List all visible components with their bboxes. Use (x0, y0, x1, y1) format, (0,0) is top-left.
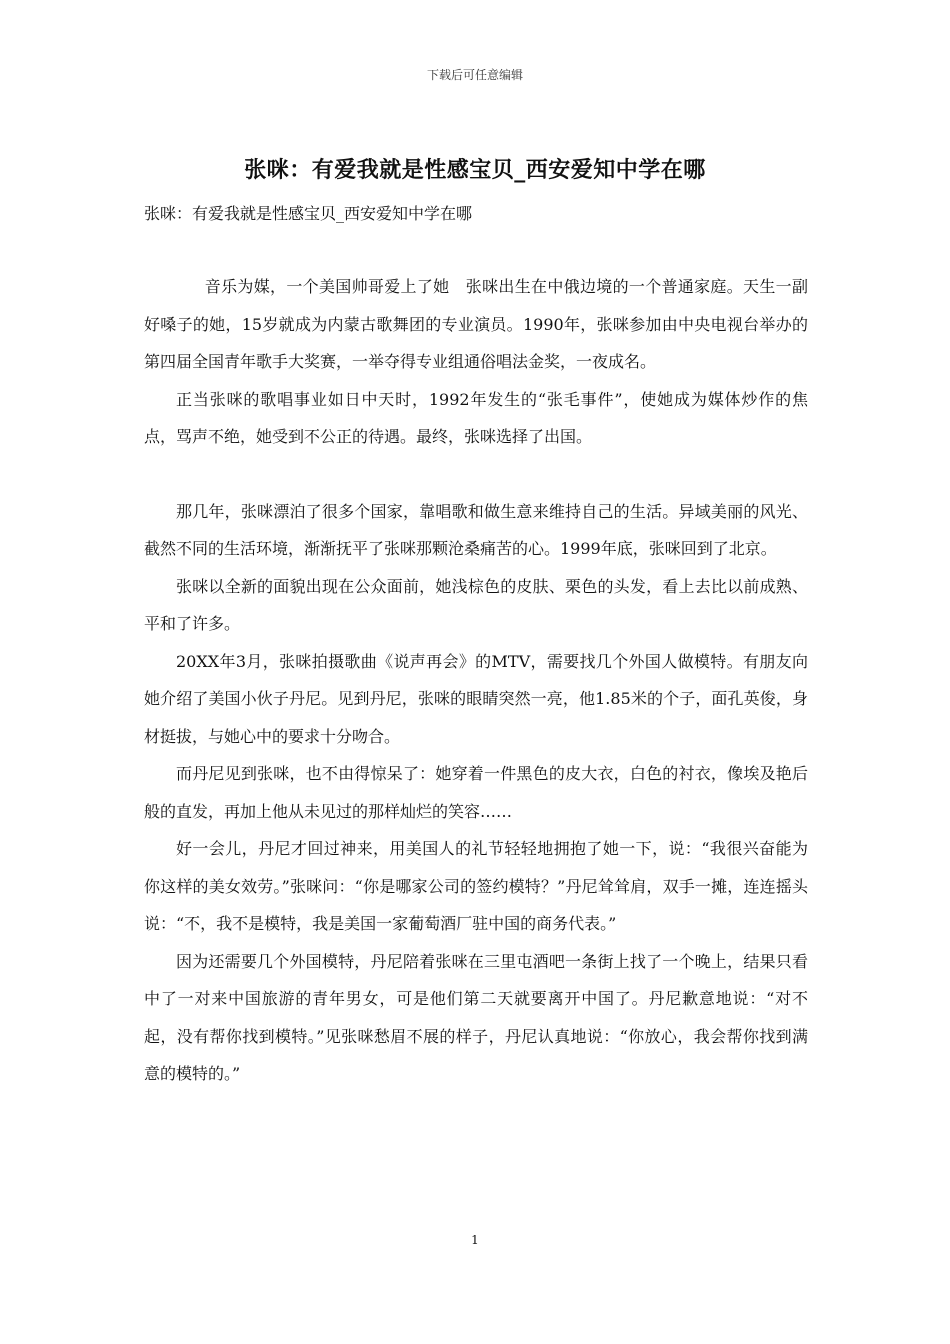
document-title: 张咪：有爱我就是性感宝贝_西安爱知中学在哪 (244, 157, 706, 183)
paragraph: 因为还需要几个外国模特，丹尼陪着张咪在三里屯酒吧一条街上找了一个晚上，结果只看中了一对来中国旅游的青年男女，可是他们第二天就要离开中国了。丹尼歉意地说：“对不起，没有帮你找到模特。”见张咪愁眉不展的样子，丹尼认真地说：“你放心，我会帮你找到满意的模特的。” (144, 951, 808, 1083)
paragraph: 好一会儿，丹尼才回过神来，用美国人的礼节轻轻地拥抱了她一下，说：“我很兴奋能为你这样的美女效劳。”张咪问：“你是哪家公司的签约模特？”丹尼耸耸肩，双手一摊，连连摇头说：“不，我不是模特，我是美国一家葡萄酒厂驻中国的商务代表。” (144, 839, 808, 933)
paragraph: 那几年，张咪漂泊了很多个国家，靠唱歌和做生意来维持自己的生活。异域美丽的风光、截然不同的生活环境，渐渐抚平了张咪那颗沧桑痛苦的心。1999年底，张咪回到了北京。 (144, 501, 808, 558)
paragraph: 张咪以全新的面貌出现在公众面前，她浅棕色的皮肤、栗色的头发，看上去比以前成熟、平和了许多。 (144, 576, 808, 633)
paragraph: 而丹尼见到张咪，也不由得惊呆了：她穿着一件黑色的皮大衣，白色的衬衣，像埃及艳后般的直发，再加上他从未见过的那样灿烂的笑容…… (144, 764, 808, 821)
article-body (144, 268, 808, 1093)
document-subtitle: 张咪：有爱我就是性感宝贝_西安爱知中学在哪 (144, 204, 473, 223)
page-number: 1 (471, 1233, 479, 1247)
paragraph: 音乐为媒，一个美国帅哥爱上了她 张咪出生在中俄边境的一个普通家庭。天生一副好嗓子的她，15岁就成为内蒙古歌舞团的专业演员。1990年，张咪参加由中央电视台举办的第四届全国青年歌手大奖赛，一举夺得专业组通俗唱法金奖，一夜成名。 (144, 277, 808, 371)
paragraph: 正当张咪的歌唱事业如日中天时，1992年发生的“张毛事件”，使她成为媒体炒作的焦点，骂声不绝，她受到不公正的待遇。最终，张咪选择了出国。 (144, 389, 808, 446)
page-header-note: 下载后可任意编辑 (426, 68, 523, 82)
paragraph: 20XX年3月，张咪拍摄歌曲《说声再会》的MTV，需要找几个外国人做模特。有朋友向她介绍了美国小伙子丹尼。见到丹尼，张咪的眼睛突然一亮，他1.85米的个子，面孔英俊，身材挺拔，与她心中的要求十分吻合。 (144, 651, 808, 746)
